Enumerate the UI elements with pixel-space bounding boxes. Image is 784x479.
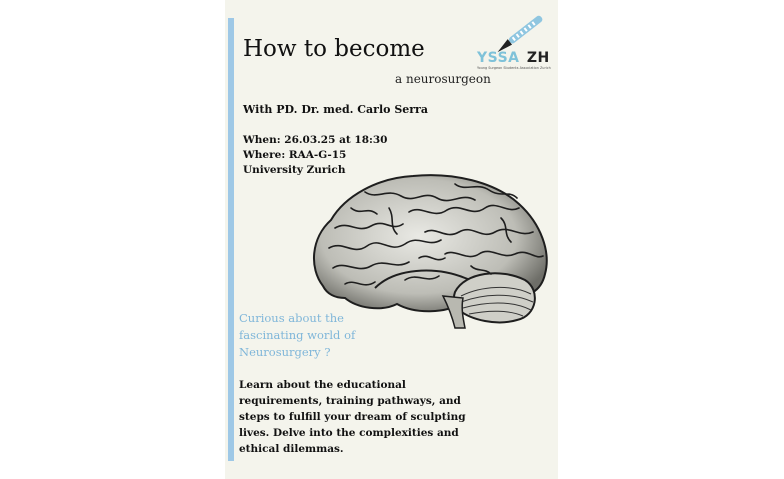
- logo-tagline: Young Surgeon Students Association Zurich: [477, 66, 551, 70]
- brain-illustration: [305, 168, 555, 330]
- question-text: [239, 310, 389, 361]
- description-line: ethical dilemmas.: [239, 443, 344, 455]
- poster-title: How to become: [243, 36, 425, 62]
- event-where: Where: RAA-G-15: [243, 149, 347, 161]
- event-when: When: 26.03.25 at 18:30: [243, 134, 388, 146]
- accent-bar: [228, 18, 234, 461]
- poster-subtitle: a neurosurgeon: [395, 72, 491, 86]
- scalpel-icon: [477, 10, 557, 54]
- question-line: fascinating world of: [239, 328, 356, 342]
- question-line: Neurosurgery ?: [239, 345, 331, 359]
- description-text: [239, 377, 466, 457]
- description-line: Learn about the educational: [239, 379, 406, 391]
- logo-name-part1: YSSA: [477, 50, 520, 66]
- description-line: lives. Delve into the complexities and: [239, 427, 459, 439]
- question-line: Curious about the: [239, 311, 344, 325]
- event-poster: [225, 0, 558, 479]
- description-line: requirements, training pathways, and: [239, 395, 461, 407]
- speaker-line: With PD. Dr. med. Carlo Serra: [243, 103, 428, 116]
- description-line: steps to fulfill your dream of sculpting: [239, 411, 466, 423]
- logo-wordmark: [477, 50, 550, 66]
- logo-name-part2: ZH: [526, 50, 550, 66]
- event-location: University Zurich: [243, 164, 346, 176]
- yssa-logo: [477, 10, 557, 70]
